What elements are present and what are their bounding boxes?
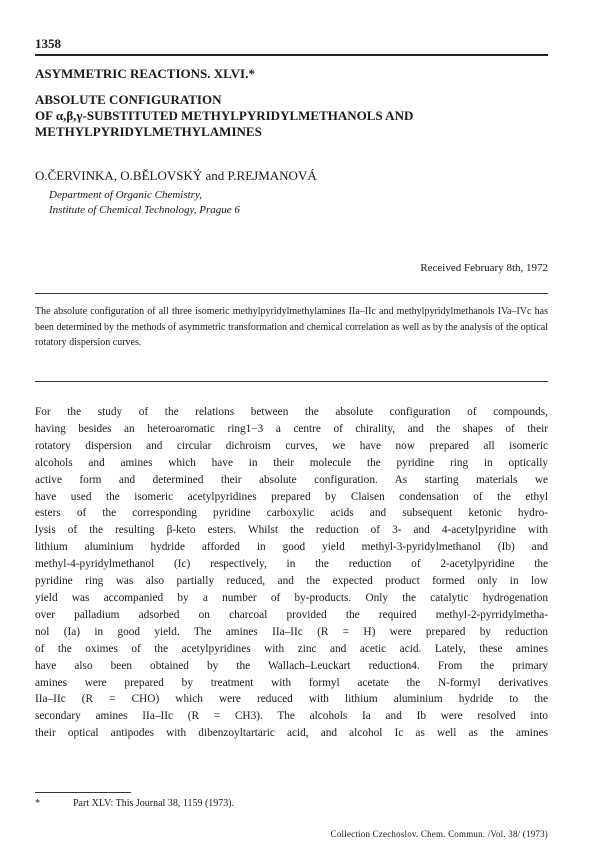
body-line: rotatory dispersion and circular dichroism curves, we have now prepared all isomeric	[35, 439, 548, 452]
body-line: have used the isomeric acetylpyridines prepared by Claisen condensation of the ethyl	[35, 490, 548, 503]
journal-reference: Collection Czechoslov. Chem. Commun. /Vol. 38/ (1973)	[330, 829, 548, 839]
body-line: secondary amines IIa–IIc (R = CH3). The alcohols Ia and Ib were resolved into	[35, 710, 548, 723]
body-line: active form and determined their absolute configuration. As starting materials we	[35, 473, 548, 486]
body-line: lysis of the resulting β-keto esters. Whilst the reduction of 3- and 4-acetylpyridine with	[35, 524, 548, 537]
footnote	[35, 798, 234, 809]
body-text	[35, 404, 548, 742]
footnote-text: Part XLV: This Journal 38, 1159 (1973).	[73, 798, 235, 809]
body-line: For the study of the relations between the absolute configuration of compounds,	[35, 406, 548, 418]
title-block	[35, 66, 555, 140]
body-line: IIa–IIc (R = CHO) which were reduced with lithium aluminium hydride to the	[35, 693, 548, 706]
affiliation-institute: Institute of Chemical Technology, Prague 6	[49, 204, 240, 216]
paper-title-line-1: ABSOLUTE CONFIGURATION	[35, 92, 222, 107]
paper-title-line-2: OF α,β,γ-SUBSTITUTED METHYLPYRIDYLMETHANOLS AND	[35, 108, 414, 123]
abstract: The absolute configuration of all three isomeric methylpyridylmethylamines IIa–IIc and methylpyridylmethanols IVa–IVc has been determined by the methods of asymmetric transformation and chemical correlation as well as by the analysis of the optical rotatory dispersion curves.	[35, 306, 548, 348]
header-rule	[35, 54, 548, 56]
footnote-marker: *	[35, 798, 40, 809]
footnote-rule	[35, 792, 131, 793]
body-line: pyridine ring was also partially reduced, and the expected product formed only in low	[35, 575, 548, 588]
body-line: nol (Ia) in good yield. The amines IIa–IIc (R = H) were prepared by reduction	[35, 625, 548, 638]
body-line: of the oximes of the acetylpyridines with zinc and acetic acid. Lately, these amines	[35, 642, 548, 655]
page-number: 1358	[35, 36, 61, 51]
body-line: lithium aluminium hydride afforded in good yield methyl-3-pyridylmethanol (Ib) and	[35, 541, 548, 554]
authors: O.ČERVINKA, O.BĚLOVSKÝ and P.REJMANOVÁ	[35, 168, 317, 183]
body-line: alcohols and amines which have in their molecule the pyridine ring in optically	[35, 456, 548, 469]
series-title: ASYMMETRIC REACTIONS. XLVI.*	[35, 66, 255, 81]
paper-title-line-3: METHYLPYRIDYLMETHYLAMINES	[35, 124, 262, 139]
abstract-bottom-rule	[35, 381, 548, 382]
body-line: have also been obtained by the Wallach–Leuckart reduction4. From the primary	[35, 659, 548, 672]
body-line: amines were prepared by treatment with formyl acetate the N-formyl derivatives	[35, 676, 548, 689]
received-date: Received February 8th, 1972	[420, 262, 548, 274]
body-line: over palladium adsorbed on charcoal provided the required methyl-2-pyrridylmetha-	[35, 608, 548, 621]
body-line: methyl-4-pyridylmethanol (Ic) respectively, in the reduction of 2-acetylpyridine the	[35, 558, 548, 571]
body-line: having besides an heteroaromatic ring1−3 a centre of chirality, and the shapes of their	[35, 422, 548, 435]
abstract-top-rule	[35, 293, 548, 294]
body-line: their optical antipodes with dibenzoyltartaric acid, and alcohol Ic as well as the amines	[35, 727, 548, 740]
body-line: esters of the corresponding pyridine carboxylic acids and subsequent ketonic hydro-	[35, 507, 548, 520]
body-line: yield was accompanied by a number of by-products. Only the catalytic hydrogenation	[35, 591, 548, 604]
affiliation-department: Department of Organic Chemistry,	[49, 189, 202, 201]
